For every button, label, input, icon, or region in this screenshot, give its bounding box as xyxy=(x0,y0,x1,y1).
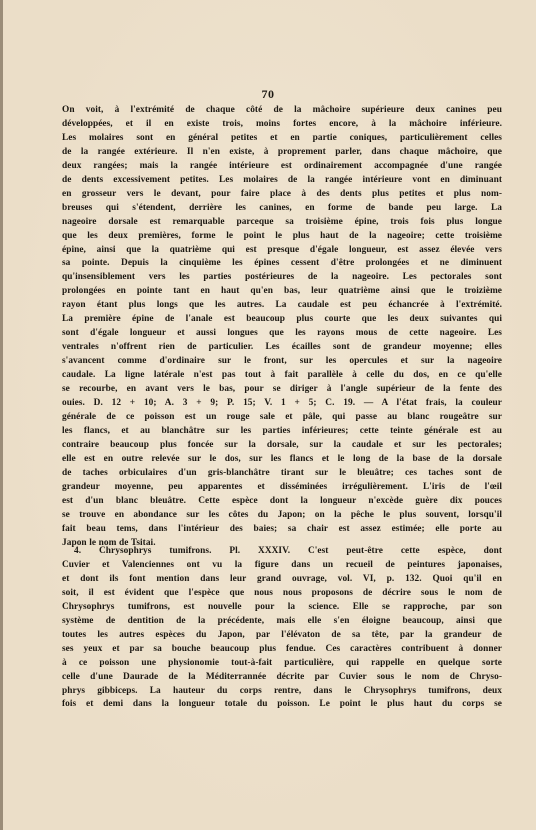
text-line: deux rangées; mais la rangée intérieure est ordinairement accompagnée d'une rangée xyxy=(62,160,502,171)
text-line: de taches orbiculaires d'un gris-blanchâtre tirant sur le bleuâtre; ces taches sont de xyxy=(62,467,502,478)
text-line: soit, il est évident que l'espèce que nous nous proposons de décrire sous le nom de xyxy=(62,587,502,598)
text-line: ventrales n'offrent rien de particulier. Les écailles sont de grandeur moyenne; elles xyxy=(62,342,502,353)
text-line: de la rangée extérieure. Il n'en existe, à proprement parler, dans chaque mâchoire, que xyxy=(62,146,502,157)
text-line: à ce poisson une physionomie tout-à-fait particulière, qui rappelle en quelque sorte xyxy=(62,657,502,668)
text-line: système de dentition de la précédente, mais elle s'en éloigne beaucoup, ainsi que xyxy=(62,615,502,626)
text-line: épine, ainsi que la quatrième qui est presque d'égale longueur, est assez élevée vers xyxy=(62,244,502,255)
text-line: se recourbe, en avant vers le bas, pour se diriger à l'angle supérieur de la fente des xyxy=(62,384,502,395)
text-line: sa pointe. Depuis la cinquième les épines cessent d'être prolongées et ne diminuent xyxy=(62,258,502,269)
text-line: rayon étant plus longs que les autres. La caudale est peu échancrée à l'extrémité. xyxy=(62,300,502,311)
text-line: ses yeux et par sa bouche beaucoup plus fendue. Ces caractères contribuent à donner xyxy=(62,643,502,654)
text-line: contraire beaucoup plus foncée sur la dorsale, sur la caudale et sur les pectorales; xyxy=(62,439,502,450)
text-line: est d'un blanc bleuâtre. Cette espèce dont la longueur n'excède guère dix pouces xyxy=(62,495,502,506)
text-line: sont d'égale longueur et aussi longues que les rayons mous de cette nageoire. Les xyxy=(62,328,502,339)
text-line: Les molaires sont en général petites et en partie coniques, particulièrement celles xyxy=(62,132,502,143)
text-line: qu'insensiblement vers les parties postérieures de la nageoire. Les pectorales sont xyxy=(62,272,502,283)
text-line: La première épine de l'anale est beaucoup plus courte que les deux suivantes qui xyxy=(62,314,502,325)
text-line: générale de ce poisson est un rouge sale et pâle, qui passe au blanc rougeâtre sur xyxy=(62,411,502,422)
text-line: caudale. La ligne latérale n'est pas tout à fait parallèle à celle du dos, en ce qu'elle xyxy=(62,370,502,381)
text-line: Chrysophrys tumifrons, est nouvelle pour la science. Elle se rapproche, par son xyxy=(62,601,502,612)
text-line: fois et demi dans la longueur totale du poisson. Le point le plus haut du corps se xyxy=(62,699,502,710)
text-line: elle est en outre relevée sur le dos, sur les flancs et le long de la base de la dorsale xyxy=(62,453,502,464)
text-line: toutes les autres espèces du Japon, par l'élévaton de sa tête, par la grandeur de xyxy=(62,629,502,640)
text-line: Cuvier et Valenciennes ont vu la figure dans un recueil de peintures japonaises, xyxy=(62,559,502,570)
text-line: en grosseur vers le devant, pour faire place à des dents plus petites et plus nom- xyxy=(62,188,502,199)
text-line: développées, et il en existe trois, moins fortes encore, à la mâchoire inférieure. xyxy=(62,118,502,129)
text-line: breuses qui s'étendent, derrière les canines, en forme de bande peu large. La xyxy=(62,202,502,213)
text-line: se trouve en abondance sur les côtes du Japon; on la pêche le plus souvent, lorsqu'il xyxy=(62,509,502,520)
text-line: de dents excessivement petites. Les molaires de la rangée intérieure vont en diminuant xyxy=(62,174,502,185)
text-line: On voit, à l'extrémité de chaque côté de la mâchoire supérieure deux canines peu xyxy=(62,105,502,115)
text-line: les flancs, et au blanchâtre sur les parties inférieures; cette teinte générale est au xyxy=(62,425,502,436)
text-line: nageoire dorsale est remarquable parceque sa troisième épine, trois fois plus longue xyxy=(62,216,502,227)
text-line: s'avancent comme d'ordinaire sur le front, sur les opercules et sur la nageoire xyxy=(62,356,502,367)
text-line: prolongées en pointe tant en haut qu'en bas, leur quatrième ainsi que le troizième xyxy=(62,286,502,297)
text-line: grandeur moyenne, peu apparentes et disséminées irrégulièrement. L'iris de l'œil xyxy=(62,481,502,492)
text-line: et dont ils font mention dans leur grand ouvrage, vol. VI, p. 132. Quoi qu'il en xyxy=(62,573,502,584)
text-line: que les deux premières, forme le point le plus haut de la nageoire; cette troisième xyxy=(62,230,502,241)
paragraph-1 xyxy=(62,104,502,551)
page-number: 70 xyxy=(261,87,275,101)
text-line: Japon le nom de Tsitai. xyxy=(62,537,156,548)
text-line: phrys gibbiceps. La hauteur du corps rentre, dans le Chrysophrys tumifrons, deux xyxy=(62,685,502,696)
text-line: ouies. D. 12 + 10; A. 3 + 9; P. 15; V. 1 + 5; C. 19. — A l'état frais, la couleur xyxy=(62,398,502,409)
text-line: fait beau tems, dans l'intérieur des baies; sa chair est assez estimée; elle porte au xyxy=(62,523,502,534)
paragraph-2 xyxy=(62,545,502,712)
text-line: 4. Chrysophrys tumifrons. Pl. XXXIV. C'est peut-être cette espèce, dont xyxy=(74,546,502,556)
page-edge-shadow xyxy=(0,0,3,830)
text-line: celle d'une Daurade de la Méditerrannée décrite par Cuvier sous le nom de Chryso- xyxy=(62,671,502,682)
